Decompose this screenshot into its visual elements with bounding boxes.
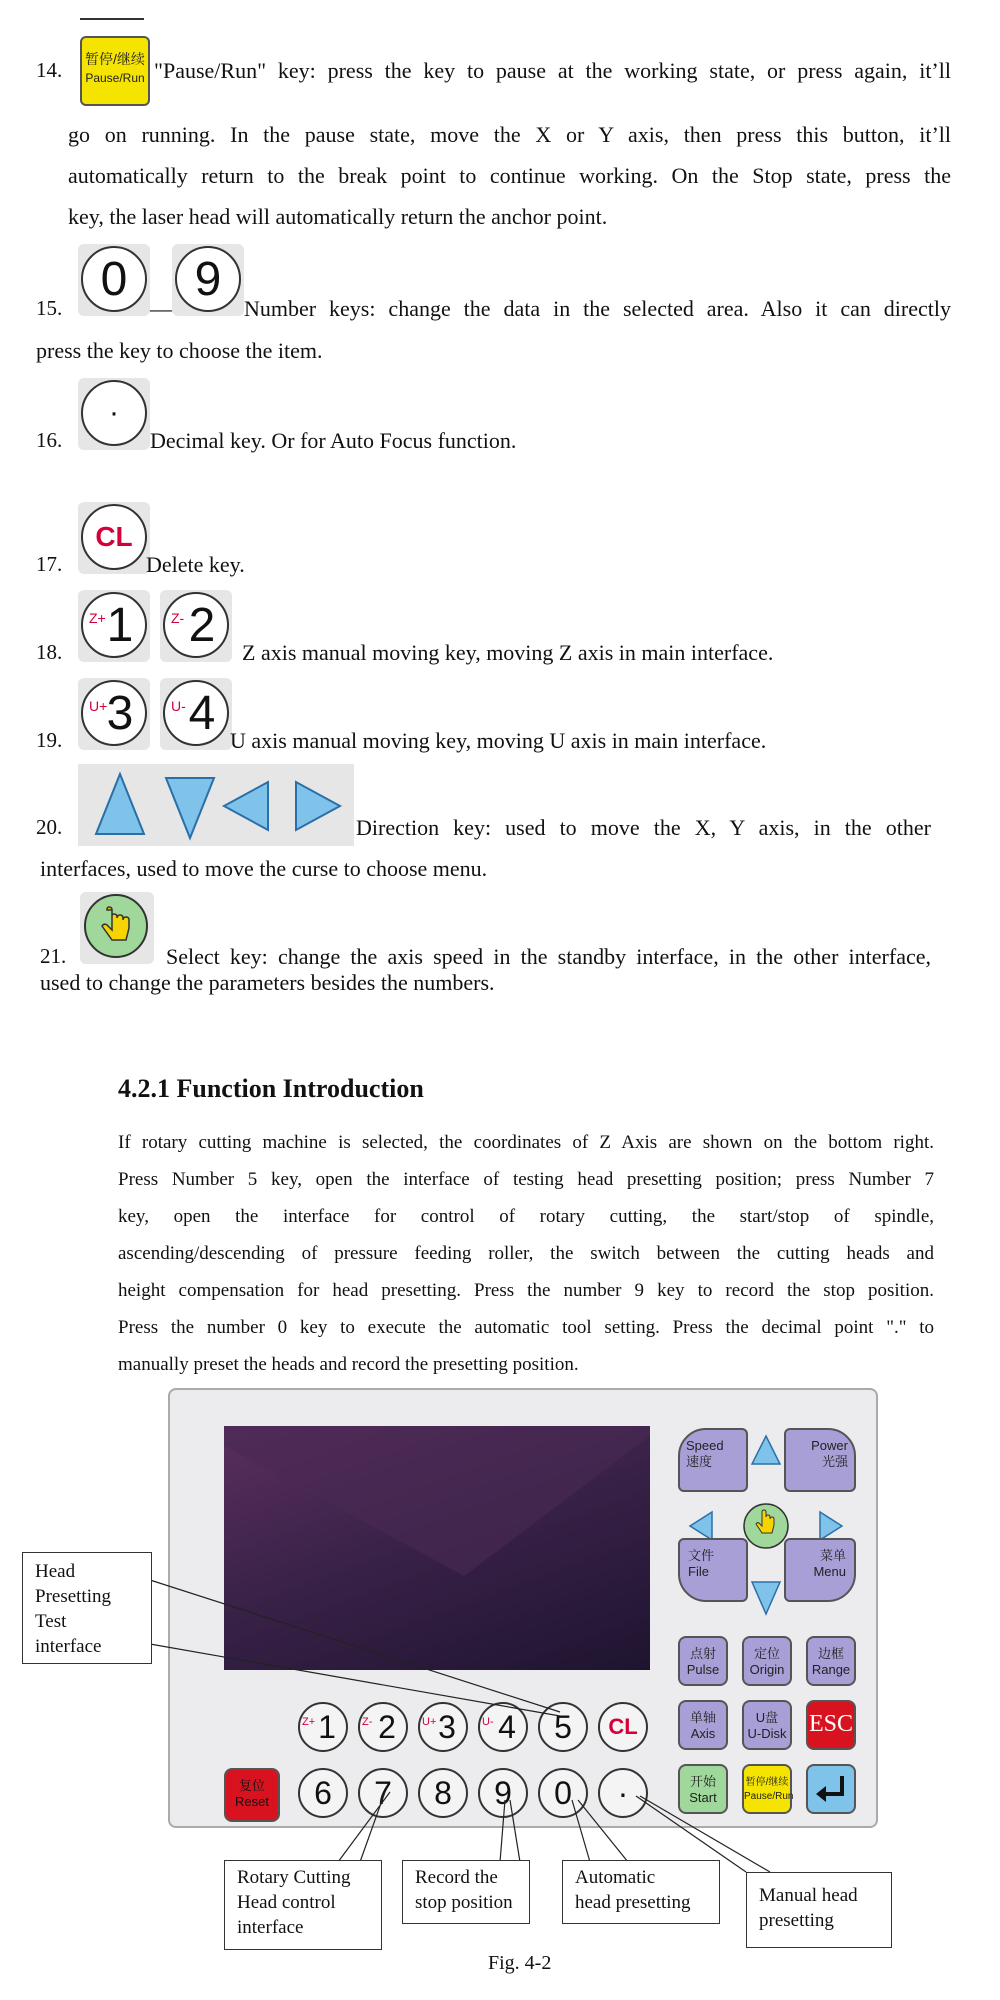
key-num: 3: [438, 1708, 456, 1745]
item-17-text: Delete key.: [146, 552, 245, 577]
para-line-6: Press the number 0 key to execute the automatic tool setting. Press the decimal point "." to: [118, 1317, 934, 1338]
menu-cn: 菜单: [819, 1548, 846, 1563]
key-num: 5: [554, 1708, 572, 1745]
item-14-number: 14.: [36, 58, 63, 82]
item-20-line-2: interfaces, used to move the curse to choose menu.: [40, 856, 488, 881]
item-21-line-2: used to change the parameters besides the numbers.: [40, 970, 495, 995]
item-14-line-1: "Pause/Run" key: press the key to pause at the working state, or press again, it’ll: [154, 58, 951, 83]
item-14-line-4: key, the laser head will automatically return the anchor point.: [68, 204, 608, 229]
pause-cn: 暂停/继续: [745, 1777, 789, 1788]
item-18-number: 18.: [36, 640, 63, 664]
para-line-3: key, open the interface for control of rotary cutting, the start/stop of spindle,: [118, 1206, 934, 1227]
callout-rotary-cutting: Rotary Cutting Head control interface: [224, 1860, 382, 1950]
para-line-1: If rotary cutting machine is selected, the coordinates of Z Axis are shown on the bottom right.: [118, 1132, 934, 1153]
pulse-cn: 点射: [689, 1646, 716, 1661]
key-num: 0: [554, 1774, 572, 1811]
key-2-label: 2: [188, 598, 216, 652]
item-18-text: Z axis manual moving key, moving Z axis in main interface.: [242, 640, 774, 665]
file-cn: 文件: [688, 1548, 715, 1563]
key-num: 1: [318, 1708, 336, 1745]
key-num: 9: [494, 1774, 512, 1811]
item-21-line-1: Select key: change the axis speed in the standby interface, in the other interface,: [166, 944, 931, 969]
range-en: Range: [811, 1662, 851, 1677]
file-en: File: [688, 1564, 709, 1579]
item-19-number: 19.: [36, 728, 63, 752]
para-line-5: height compensation for head presetting. Press the number 9 key to record the stop position.: [118, 1280, 934, 1301]
key-1-label: 1: [106, 598, 134, 652]
speed-cn: 速度: [686, 1454, 713, 1469]
key-4-label: 4: [188, 686, 216, 740]
number-9-key-label: 9: [194, 252, 222, 306]
key-num: 8: [434, 1774, 452, 1811]
delete-cl-key-label: CL: [95, 521, 133, 552]
para-line-7: manually preset the heads and record the presetting position.: [118, 1354, 579, 1375]
origin-en: Origin: [749, 1662, 785, 1677]
z-minus-label: Z-: [171, 610, 185, 626]
item-16-text: Decimal key. Or for Auto Focus function.: [150, 428, 517, 453]
decimal-key-label: ·: [109, 396, 119, 429]
item-15-dash: —: [150, 296, 172, 321]
power-cn: 光强: [821, 1454, 848, 1469]
axis-en: Axis: [690, 1726, 716, 1741]
callout-head-presetting-test: Head Presetting Test interface: [22, 1552, 152, 1664]
para-line-4: ascending/descending of pressure feeding roller, the switch between the cutting heads and: [118, 1243, 934, 1264]
reset-en: Reset: [235, 1794, 269, 1809]
power-en: Power: [811, 1438, 848, 1453]
item-14-line-3: automatically return to the break point to continue working. On the Stop state, press the: [68, 163, 951, 188]
menu-en: Menu: [813, 1564, 846, 1579]
item-15-line-1: Number keys: change the data in the selected area. Also it can directly: [244, 296, 951, 321]
key-sup: Z-: [362, 1716, 373, 1728]
key-sup: Z+: [302, 1716, 316, 1728]
item-17-number: 17.: [36, 552, 63, 576]
section-title: 4.2.1 Function Introduction: [118, 1074, 424, 1103]
key-num: ·: [617, 1774, 629, 1811]
item-20-number: 20.: [36, 815, 63, 839]
item-19-text: U axis manual moving key, moving U axis in main interface.: [230, 728, 767, 753]
item-15-line-2: press the key to choose the item.: [36, 338, 323, 363]
key-num: 4: [498, 1708, 516, 1745]
axis-cn: 单轴: [689, 1710, 716, 1725]
callout-automatic-presetting: Automatic head presetting: [562, 1860, 720, 1924]
pause-run-key-en: Pause/Run: [85, 71, 145, 85]
key-num: 7: [374, 1774, 392, 1811]
start-en: Start: [689, 1790, 717, 1805]
pause-en: Pause/Run: [744, 1791, 794, 1802]
u-plus-label: U+: [89, 698, 108, 714]
para-line-2: Press Number 5 key, open the interface of testing head presetting position; press Number 7: [118, 1169, 934, 1190]
range-cn: 边框: [817, 1646, 844, 1661]
speed-en: Speed: [686, 1438, 724, 1453]
pause-run-key-cn: 暂停/继续: [85, 51, 145, 67]
item-20-line-1: Direction key: used to move the X, Y axis, in the other: [356, 815, 931, 840]
start-cn: 开始: [689, 1774, 716, 1789]
key-num: 6: [314, 1774, 332, 1811]
pulse-en: Pulse: [686, 1662, 720, 1677]
key-sup: U+: [422, 1716, 437, 1728]
udisk-en: U-Disk: [747, 1726, 787, 1741]
callout-record-stop: Record the stop position: [402, 1860, 530, 1924]
callout-manual-presetting: Manual head presetting: [746, 1872, 892, 1948]
key-num: 2: [378, 1708, 396, 1745]
origin-cn: 定位: [753, 1646, 780, 1661]
item-15-number: 15.: [36, 296, 63, 320]
reset-cn: 复位: [238, 1778, 265, 1793]
key-sup: U-: [482, 1716, 494, 1728]
z-plus-label: Z+: [89, 610, 106, 626]
key-3-label: 3: [106, 686, 134, 740]
figure-caption: Fig. 4-2: [488, 1952, 552, 1974]
esc-label: ESC: [808, 1711, 853, 1737]
u-minus-label: U-: [171, 698, 186, 714]
udisk-cn: U盘: [755, 1710, 779, 1725]
item-21-number: 21.: [40, 944, 67, 968]
key-num: CL: [608, 1714, 638, 1739]
number-0-key-label: 0: [100, 252, 128, 306]
item-16-number: 16.: [36, 428, 63, 452]
item-14-line-2: go on running. In the pause state, move the X or Y axis, then press this button, it’ll: [68, 122, 951, 147]
